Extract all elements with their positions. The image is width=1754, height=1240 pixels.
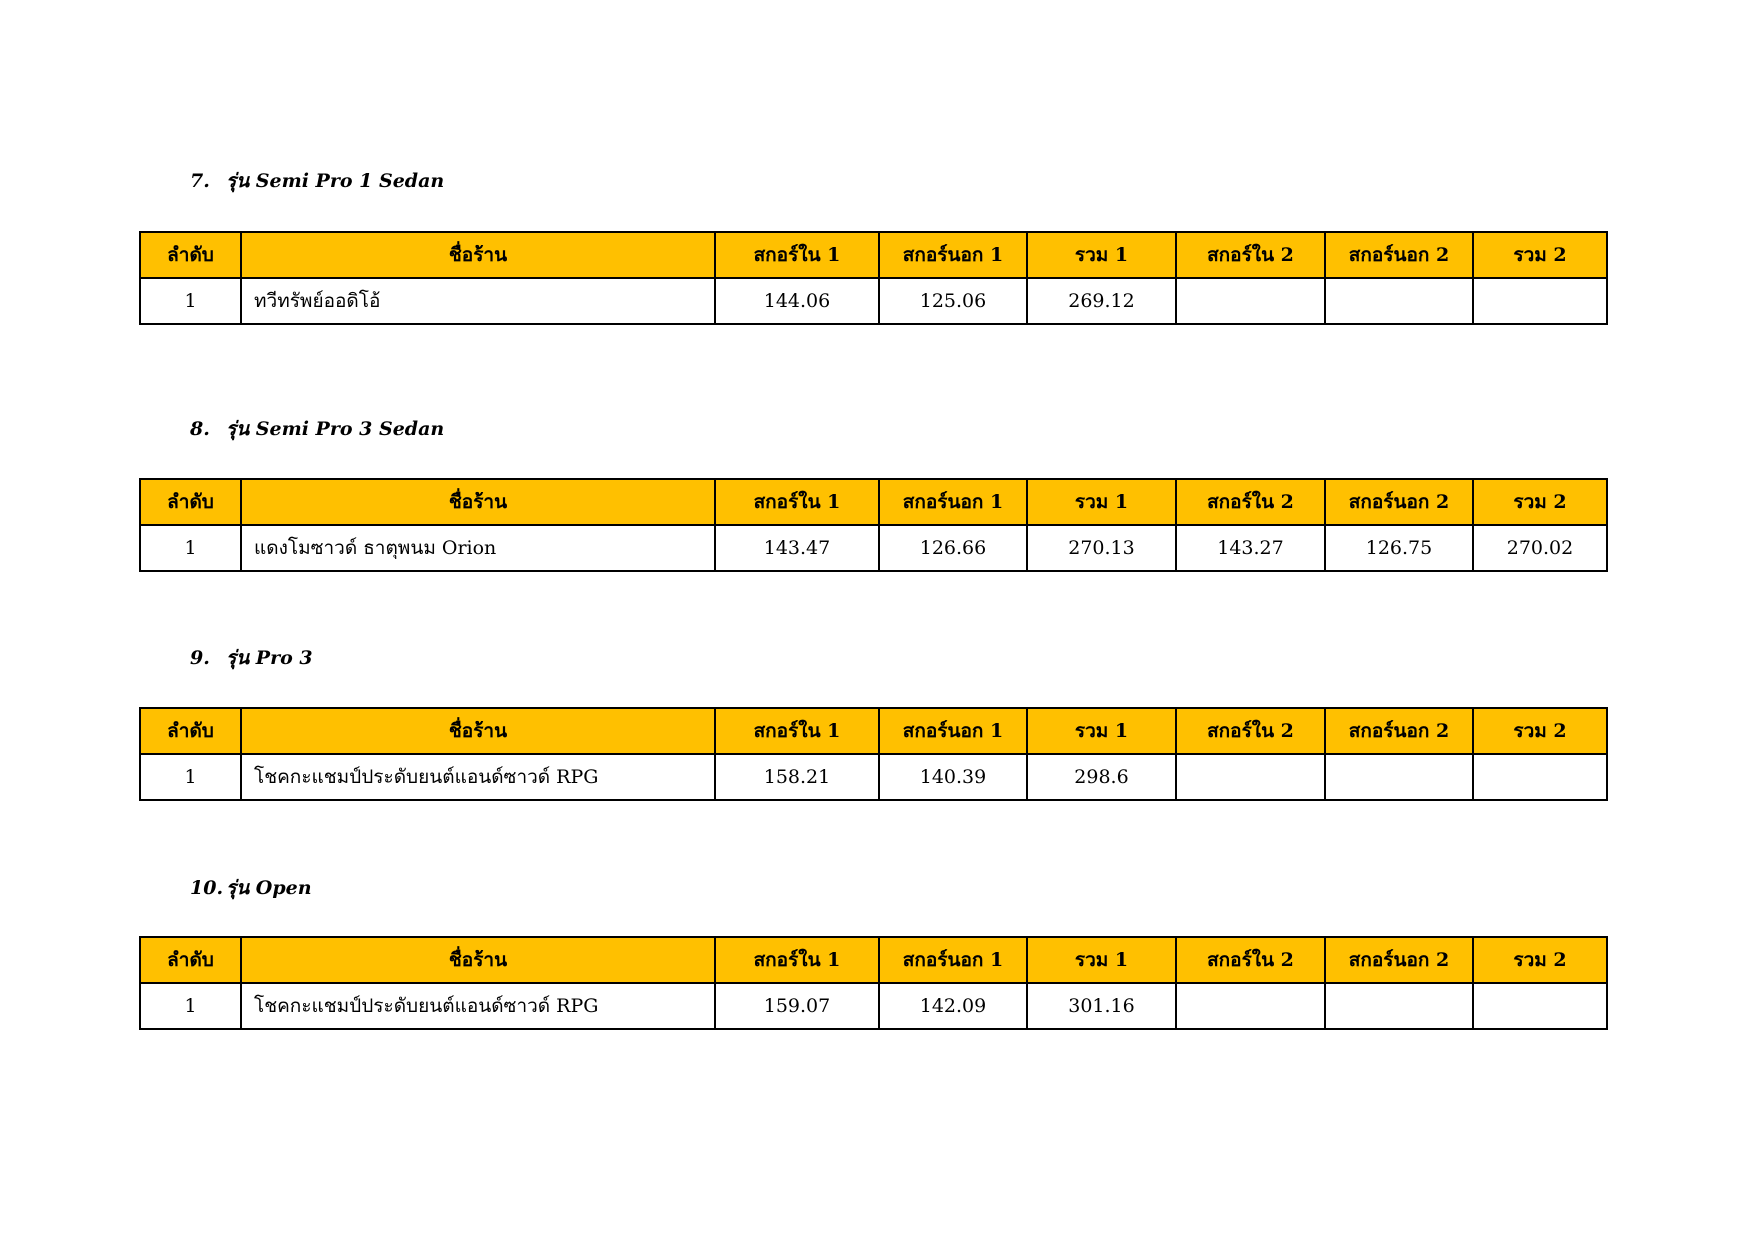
table-row [140,754,1607,800]
cell-outer-score-1: 140.39 [879,754,1027,800]
cell-total-2 [1473,278,1607,324]
section-heading: รุ่น Semi Pro 1 Sedan [226,170,445,192]
cell-outer-score-2 [1325,754,1473,800]
cell-inner-score-1: 144.06 [715,278,879,324]
cell-outer-score-1: 142.09 [879,983,1027,1029]
cell-rank: 1 [140,754,241,800]
table-header-row [140,232,1607,278]
header-outer-score-1: สกอร์นอก 1 [879,708,1027,754]
section-number: 7. [190,170,210,192]
header-shop-name: ชื่อร้าน [241,937,715,983]
results-table [139,707,1608,801]
cell-outer-score-2: 126.75 [1325,525,1473,571]
section-heading: รุ่น Semi Pro 3 Sedan [226,418,445,440]
table-header-row [140,937,1607,983]
header-outer-score-2: สกอร์นอก 2 [1325,937,1473,983]
table-row [140,983,1607,1029]
header-outer-score-1: สกอร์นอก 1 [879,232,1027,278]
header-inner-score-1: สกอร์ใน 1 [715,937,879,983]
cell-outer-score-2 [1325,983,1473,1029]
cell-inner-score-1: 158.21 [715,754,879,800]
header-outer-score-1: สกอร์นอก 1 [879,479,1027,525]
header-total-2: รวม 2 [1473,708,1607,754]
table-header-row [140,479,1607,525]
header-total-1: รวม 1 [1027,937,1176,983]
cell-total-2: 270.02 [1473,525,1607,571]
header-rank: ลำดับ [140,479,241,525]
header-outer-score-1: สกอร์นอก 1 [879,937,1027,983]
cell-shop-name: โชคกะแชมป์ประดับยนต์แอนด์ซาวด์ RPG [241,983,715,1029]
header-inner-score-2: สกอร์ใน 2 [1176,937,1325,983]
table-row [140,278,1607,324]
table-header-row [140,708,1607,754]
header-total-1: รวม 1 [1027,708,1176,754]
section-title [190,166,444,196]
cell-total-1: 269.12 [1027,278,1176,324]
results-table [139,936,1608,1030]
cell-total-1: 270.13 [1027,525,1176,571]
header-total-2: รวม 2 [1473,479,1607,525]
cell-total-2 [1473,983,1607,1029]
section-title [190,643,313,673]
results-table [139,231,1608,325]
header-inner-score-1: สกอร์ใน 1 [715,479,879,525]
header-inner-score-2: สกอร์ใน 2 [1176,479,1325,525]
cell-inner-score-2 [1176,278,1325,324]
cell-outer-score-1: 126.66 [879,525,1027,571]
header-total-1: รวม 1 [1027,232,1176,278]
cell-total-2 [1473,754,1607,800]
header-outer-score-2: สกอร์นอก 2 [1325,479,1473,525]
header-inner-score-1: สกอร์ใน 1 [715,232,879,278]
section-number: 8. [190,418,210,440]
header-total-2: รวม 2 [1473,232,1607,278]
header-rank: ลำดับ [140,232,241,278]
cell-shop-name: โชคกะแชมป์ประดับยนต์แอนด์ซาวด์ RPG [241,754,715,800]
results-table [139,478,1608,572]
section-number: 9. [190,647,210,669]
header-outer-score-2: สกอร์นอก 2 [1325,708,1473,754]
cell-shop-name: ทวีทรัพย์ออดิโอ้ [241,278,715,324]
cell-inner-score-2 [1176,983,1325,1029]
cell-rank: 1 [140,278,241,324]
cell-inner-score-1: 159.07 [715,983,879,1029]
cell-outer-score-2 [1325,278,1473,324]
header-shop-name: ชื่อร้าน [241,479,715,525]
table-row [140,525,1607,571]
cell-inner-score-2: 143.27 [1176,525,1325,571]
header-total-1: รวม 1 [1027,479,1176,525]
header-shop-name: ชื่อร้าน [241,232,715,278]
header-inner-score-1: สกอร์ใน 1 [715,708,879,754]
header-total-2: รวม 2 [1473,937,1607,983]
cell-total-1: 301.16 [1027,983,1176,1029]
header-outer-score-2: สกอร์นอก 2 [1325,232,1473,278]
cell-inner-score-1: 143.47 [715,525,879,571]
cell-inner-score-2 [1176,754,1325,800]
cell-total-1: 298.6 [1027,754,1176,800]
cell-outer-score-1: 125.06 [879,278,1027,324]
section-number: 10. [190,877,224,899]
section-title [190,414,444,444]
cell-rank: 1 [140,525,241,571]
header-rank: ลำดับ [140,708,241,754]
section-heading: รุ่น Pro 3 [226,647,313,669]
header-shop-name: ชื่อร้าน [241,708,715,754]
header-inner-score-2: สกอร์ใน 2 [1176,232,1325,278]
header-rank: ลำดับ [140,937,241,983]
section-heading: รุ่น Open [226,877,312,899]
cell-rank: 1 [140,983,241,1029]
header-inner-score-2: สกอร์ใน 2 [1176,708,1325,754]
cell-shop-name: แดงโมซาวด์ ธาตุพนม Orion [241,525,715,571]
section-title [190,873,312,903]
